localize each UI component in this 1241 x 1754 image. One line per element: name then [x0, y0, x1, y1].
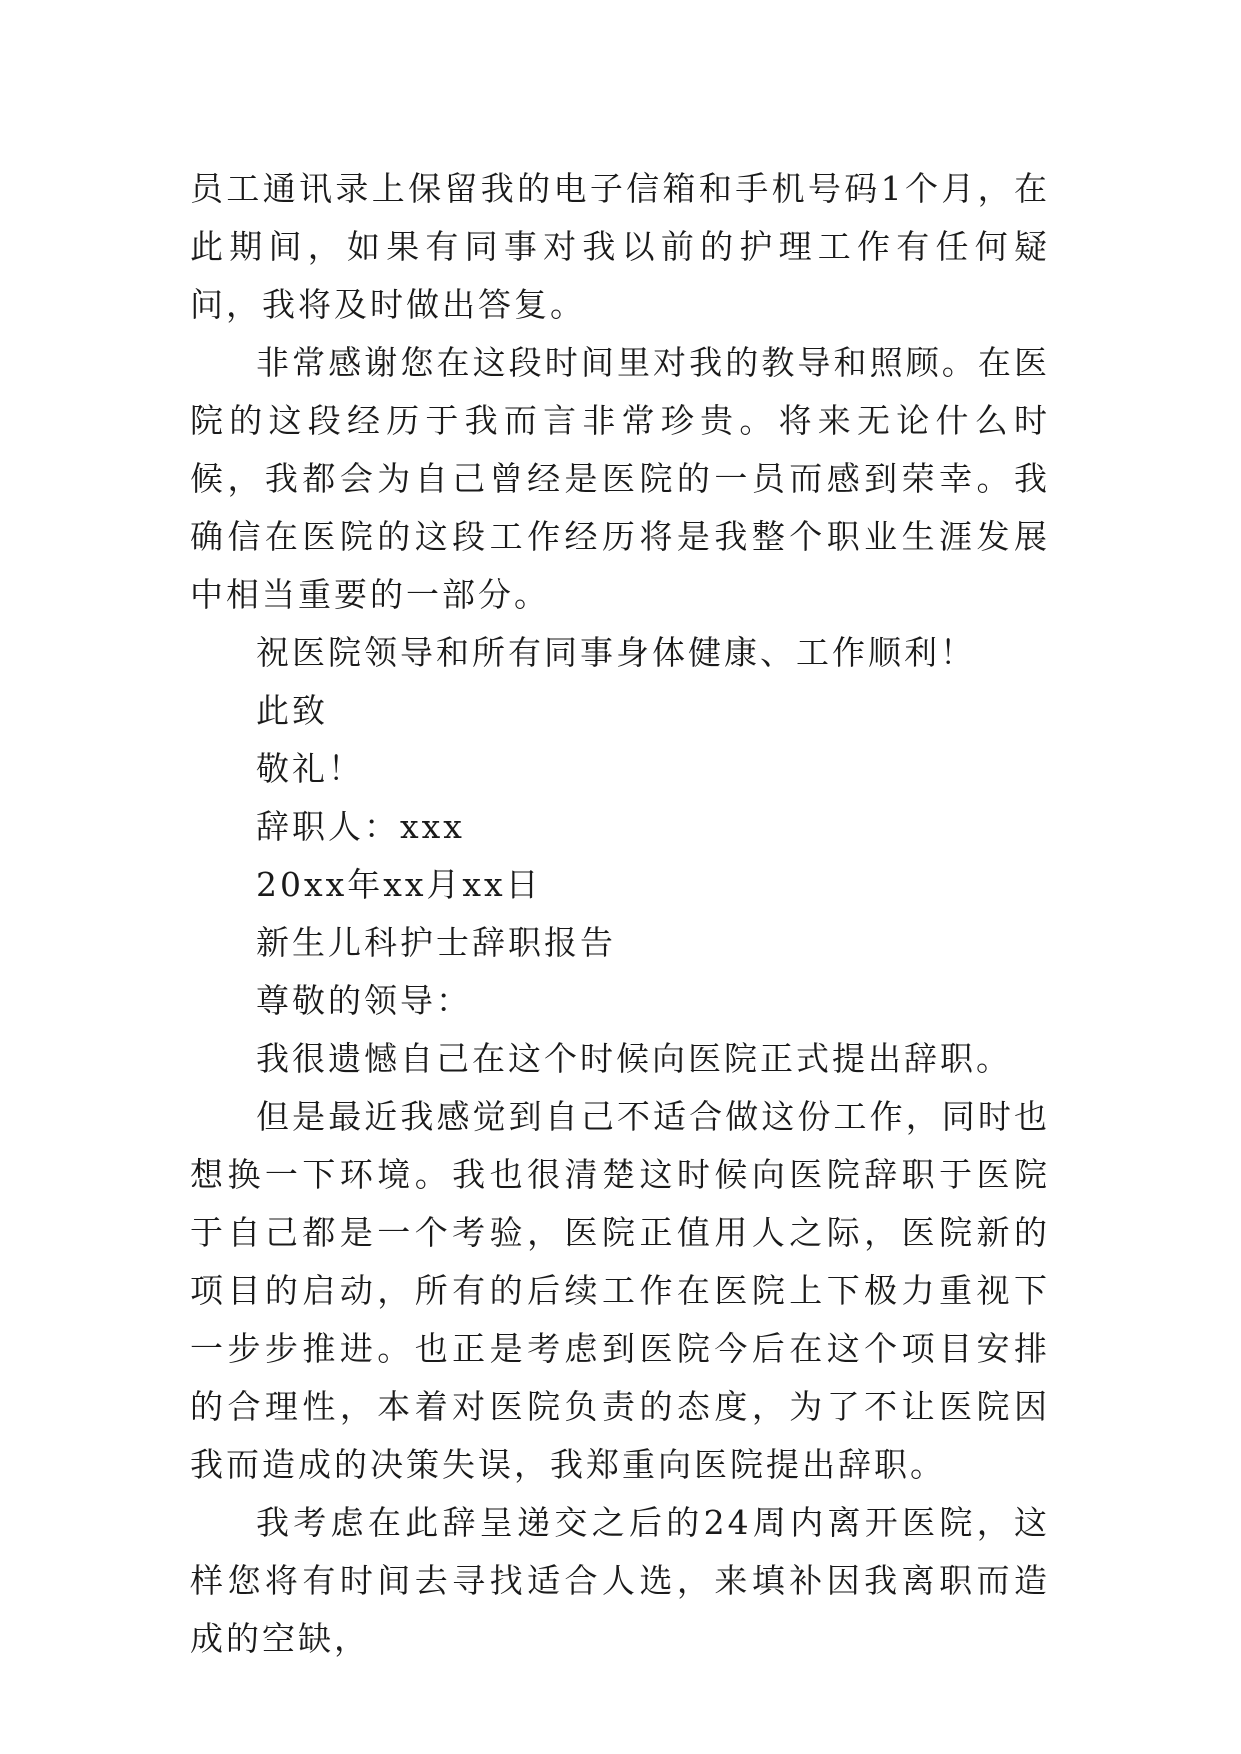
paragraph-regret: 我很遗憾自己在这个时候向医院正式提出辞职。: [256, 1039, 1012, 1078]
report-title: 新生儿科护士辞职报告: [256, 923, 616, 962]
paragraph-reason: 但是最近我感觉到自己不适合做这份工作，同时也想换一下环境。我也很清楚这时候向医院辞职于医院于自己都是一个考验，医院正值用人之际，医院新的项目的启动，所有的后续工作在医院上下极力重视下一步步推进。也正是考虑到医院今后在这个项目安排的合理性，本着对医院负责的态度，为了不让医院因我而造成的决策失误，我郑重向医院提出辞职。: [190, 1097, 1050, 1484]
document-body: [190, 160, 1050, 1668]
paragraph-wishes: 祝医院领导和所有同事身体健康、工作顺利！: [256, 633, 976, 672]
paragraph-departure-plan: 我考虑在此辞呈递交之后的24周内离开医院，这样您将有时间去寻找适合人选，来填补因我离职而造成的空缺，: [190, 1503, 1050, 1658]
signature-line: 辞职人：xxx: [256, 807, 465, 846]
date-line: 20xx年xx月xx日: [256, 865, 542, 904]
paragraph-contact-info: 员工通讯录上保留我的电子信箱和手机号码1个月，在此期间，如果有同事对我以前的护理工作有任何疑问，我将及时做出答复。: [190, 169, 1050, 324]
closing-regards: 敬礼！: [256, 749, 364, 788]
closing-salutation: 此致: [256, 691, 328, 730]
greeting-line: 尊敬的领导：: [256, 981, 472, 1020]
paragraph-thanks: 非常感谢您在这段时间里对我的教导和照顾。在医院的这段经历于我而言非常珍贵。将来无论什么时候，我都会为自己曾经是医院的一员而感到荣幸。我确信在医院的这段工作经历将是我整个职业生涯发展中相当重要的一部分。: [190, 343, 1050, 614]
